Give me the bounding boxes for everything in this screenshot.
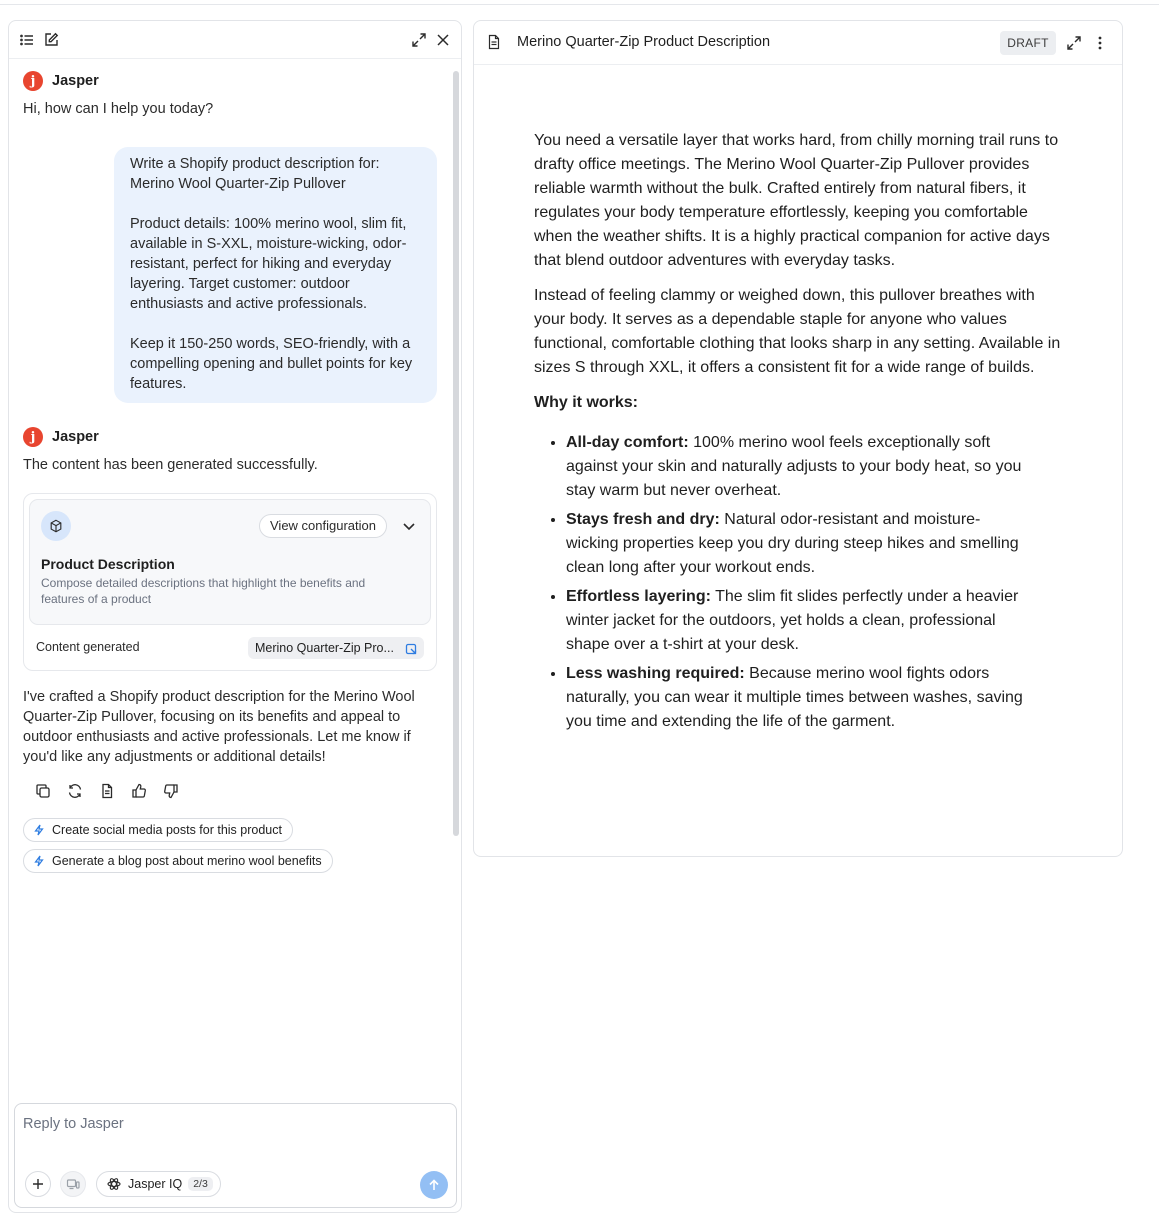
message-sender xyxy=(23,69,213,93)
tool-result-card xyxy=(23,493,437,671)
tool-title: Product Description xyxy=(41,556,175,572)
chat-scrollbar[interactable] xyxy=(453,65,459,1115)
message-actions xyxy=(27,779,187,803)
greeting-text: Hi, how can I help you today? xyxy=(23,101,214,117)
user-message-line: Product details: 100% merino wool, slim fit, available in S-XXL, moisture-wicking, odor-resistant, perfect for hiking and everyday layering. Target customer: outdoor enthusiasts and active professionals. xyxy=(130,216,407,312)
edit-icon[interactable] xyxy=(41,30,61,50)
feature-text: The slim fit slides perfectly under a heavier winter jacket for the outdoors, yet holds a clean, professional shape over a t-shirt at your desk. xyxy=(566,588,1019,653)
feature-list xyxy=(566,431,1064,734)
tool-info-panel xyxy=(29,499,431,625)
feature-title: Effortless layering: xyxy=(566,588,711,605)
jasper-logo-icon: j xyxy=(23,71,43,91)
status-badge: DRAFT xyxy=(1000,31,1056,55)
scrollbar-thumb[interactable] xyxy=(453,71,459,836)
atom-icon xyxy=(107,1177,121,1191)
suggestion-label: Create social media posts for this product xyxy=(52,823,282,837)
jasper-logo-icon: j xyxy=(23,427,43,447)
chat-panel xyxy=(8,20,462,1213)
screen-share-icon xyxy=(66,1177,80,1191)
tool-description: Compose detailed descriptions that highlight the benefits and features of a product xyxy=(41,576,366,606)
feature-title: All-day comfort: xyxy=(566,434,689,451)
more-vertical-icon[interactable] xyxy=(1090,33,1110,53)
feature-text: Natural odor-resistant and moisture-wicking properties keep you dry during steep hikes and smelling clean long after your workout ends. xyxy=(566,511,1019,576)
plus-icon xyxy=(31,1177,45,1191)
response-text: I've crafted a Shopify product description for the Merino Wool Quarter-Zip Pullover, focusing on its benefits and appeal to outdoor enthusiasts and active professionals. Let me know if you'd like any adjustments or additional details! xyxy=(23,689,415,765)
generated-document-chip[interactable] xyxy=(248,637,424,659)
cube-icon xyxy=(41,511,71,541)
feature-list-item xyxy=(566,431,1064,503)
document-body[interactable] xyxy=(534,129,1064,739)
document-icon[interactable] xyxy=(91,779,123,803)
view-configuration-button[interactable]: View configuration xyxy=(259,514,387,538)
response-status-text: The content has been generated successfully. xyxy=(23,457,318,473)
suggestion-chip[interactable] xyxy=(23,849,333,873)
open-link-icon[interactable] xyxy=(405,641,419,655)
suggestion-label: Generate a blog post about merino wool benefits xyxy=(52,854,322,868)
generated-document-name: Merino Quarter-Zip Pro... xyxy=(255,641,394,655)
user-message-bubble xyxy=(114,147,437,403)
thumbs-up-icon[interactable] xyxy=(123,779,155,803)
assistant-message-response xyxy=(23,425,439,475)
reply-input[interactable] xyxy=(23,1112,443,1136)
reply-composer xyxy=(14,1103,457,1208)
message-sender xyxy=(23,425,439,449)
user-message-line: Keep it 150-250 words, SEO-friendly, with a compelling opening and bullet points for key features. xyxy=(130,336,413,392)
jasper-iq-count: 2/3 xyxy=(188,1177,213,1191)
document-panel xyxy=(473,20,1123,857)
chevron-down-icon[interactable] xyxy=(401,518,417,534)
document-paragraph: You need a versatile layer that works hard, from chilly morning trail runs to drafty office meetings. The Merino Wool Quarter-Zip Pullover provides reliable warmth without the bulk. Crafted entirely from natural fibers, it regulates your body temperature effortlessly, keeping you comfortable when the weather shifts. It is a highly practical companion for active days that blend outdoor adventures with everyday tasks. xyxy=(534,132,1059,269)
feature-text: Because merino wool fights odors naturally, you can wear it multiple times between washes, saving you time and extending the life of the garment. xyxy=(566,665,1023,730)
list-icon[interactable] xyxy=(17,30,37,50)
feature-list-item xyxy=(566,585,1064,657)
user-message-line: Write a Shopify product description for: Merino Wool Quarter-Zip Pullover xyxy=(130,156,380,192)
expand-icon[interactable] xyxy=(409,30,429,50)
document-subheading: Why it works: xyxy=(534,394,639,411)
close-icon[interactable] xyxy=(433,30,453,50)
content-generated-label: Content generated xyxy=(36,640,140,654)
thumbs-down-icon[interactable] xyxy=(155,779,187,803)
chat-toolbar xyxy=(9,21,461,59)
regenerate-icon[interactable] xyxy=(59,779,91,803)
screen-share-button[interactable] xyxy=(60,1171,86,1197)
document-header xyxy=(474,21,1122,65)
feature-list-item xyxy=(566,508,1064,580)
document-title: Merino Quarter-Zip Product Description xyxy=(517,34,771,50)
document-icon xyxy=(486,34,502,50)
feature-title: Less washing required: xyxy=(566,665,745,682)
jasper-iq-label: Jasper IQ xyxy=(128,1177,183,1191)
send-arrow-icon xyxy=(427,1178,441,1192)
feature-list-item xyxy=(566,662,1064,734)
sender-name: Jasper xyxy=(52,429,99,445)
lightning-icon xyxy=(33,855,45,867)
sender-name: Jasper xyxy=(52,73,99,89)
document-paragraph: Instead of feeling clammy or weighed down, this pullover breathes with your body. It serves as a dependable staple for anyone who values functional, comfortable clothing that looks sharp in any setting. Available in sizes S through XXL, it offers a consistent fit for a wide range of builds. xyxy=(534,287,1061,376)
copy-icon[interactable] xyxy=(27,779,59,803)
feature-title: Stays fresh and dry: xyxy=(566,511,720,528)
feature-text: 100% merino wool feels exceptionally soft against your skin and naturally adjusts to your body heat, so you stay warm but never overheat. xyxy=(566,434,1022,499)
top-divider xyxy=(0,0,1159,5)
jasper-iq-button[interactable] xyxy=(96,1171,221,1197)
assistant-message-greeting xyxy=(23,69,213,119)
lightning-icon xyxy=(33,824,45,836)
send-button[interactable] xyxy=(420,1171,448,1199)
suggestion-chip[interactable] xyxy=(23,818,293,842)
expand-icon[interactable] xyxy=(1064,33,1084,53)
add-attachment-button[interactable] xyxy=(25,1171,51,1197)
